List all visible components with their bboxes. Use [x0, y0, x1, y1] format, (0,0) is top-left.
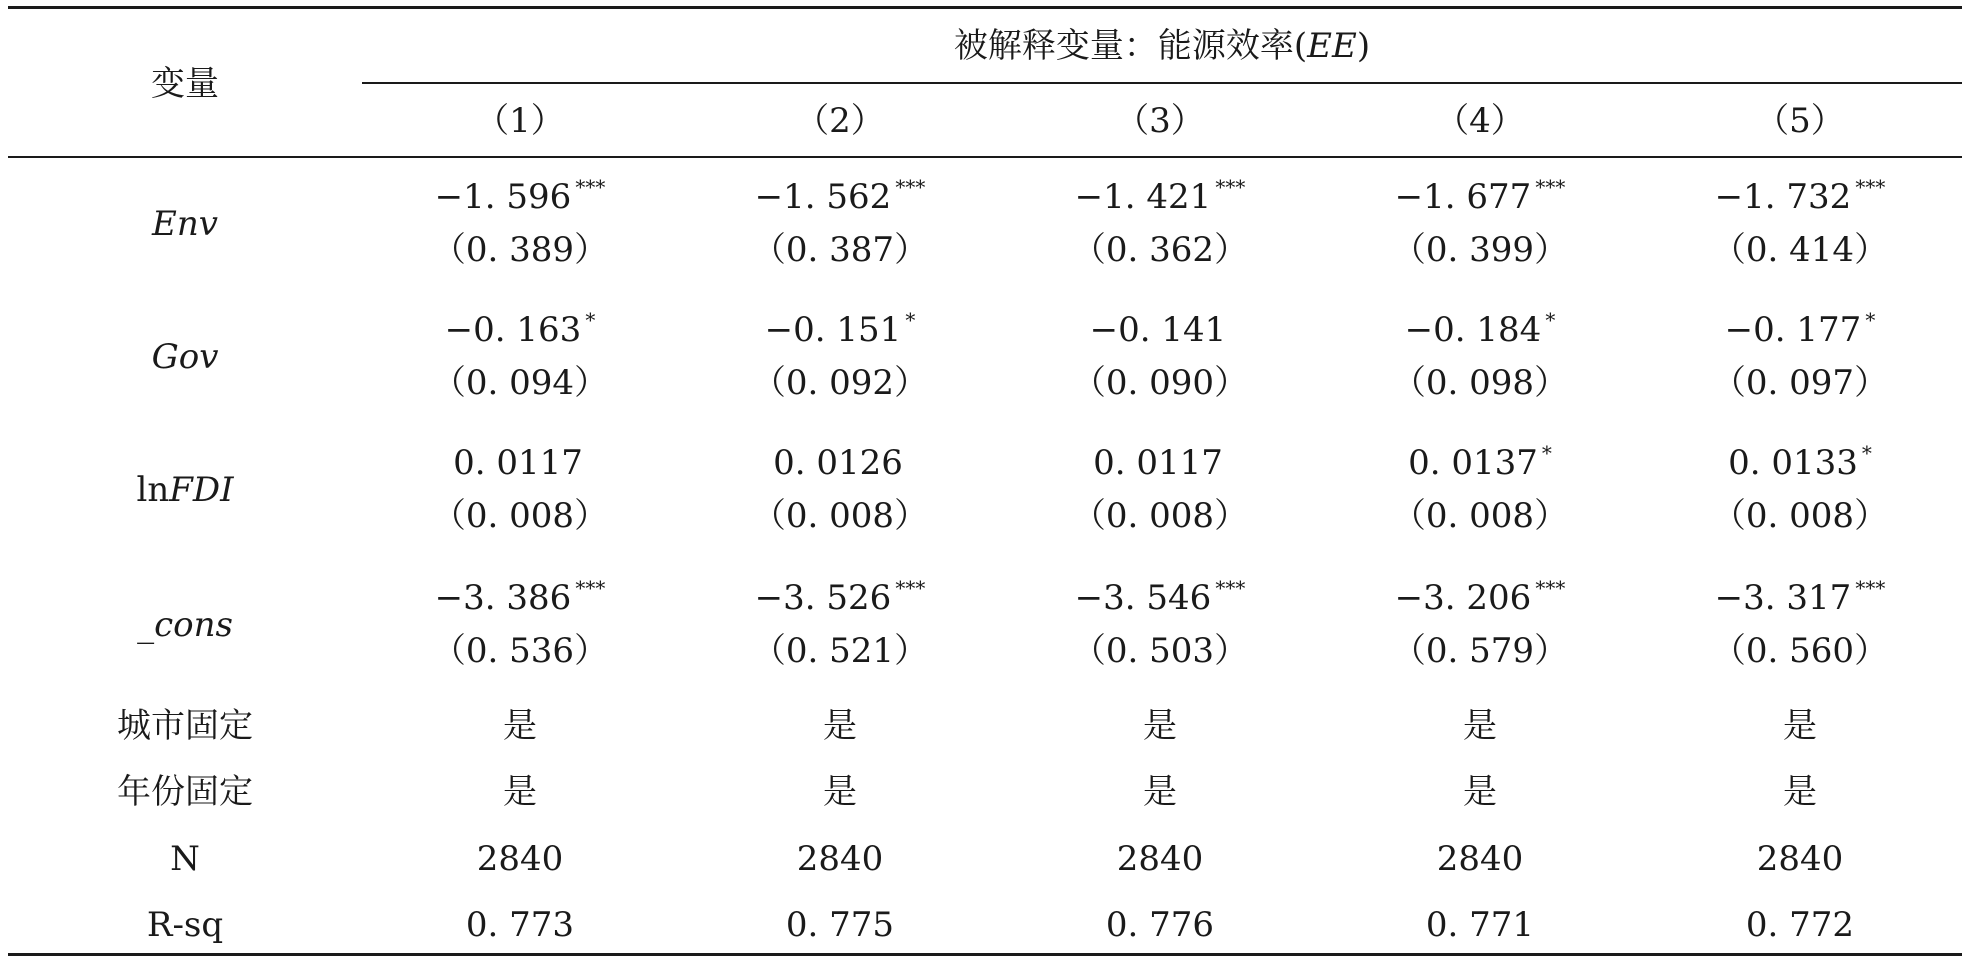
significance-stars: *: [1865, 308, 1876, 332]
row-label: 年份固定: [117, 772, 253, 812]
std-error-cell: （0. 503）: [1071, 631, 1249, 671]
table-cell: 是: [823, 772, 857, 812]
std-error-cell: （0. 008）: [751, 496, 929, 536]
coef-value: 0. 0137: [1408, 443, 1538, 483]
row-label-prefix: ln: [136, 470, 170, 510]
group-header: [362, 26, 1962, 66]
stub-header: 变量: [151, 64, 219, 104]
coef-cell: [1640, 443, 1960, 483]
std-error-cell: （0. 008）: [1071, 496, 1249, 536]
table-cell: 0. 772: [1745, 905, 1855, 945]
coef-value: −3. 386: [434, 578, 572, 618]
std-error-cell: （0. 008）: [431, 496, 609, 536]
coef-value: −1. 732: [1714, 177, 1852, 217]
std-error-cell: （0. 008）: [1711, 496, 1889, 536]
coef-value: −3. 317: [1714, 578, 1852, 618]
row-label: R-sq: [146, 905, 224, 945]
coef-value: −3. 546: [1074, 578, 1212, 618]
column-header-2: （2）: [795, 101, 885, 141]
std-error-cell: （0. 090）: [1071, 363, 1249, 403]
coef-value: 0. 0126: [773, 443, 903, 483]
table-cell: 是: [1783, 772, 1817, 812]
column-header-3: （3）: [1115, 101, 1205, 141]
row-label: 城市固定: [117, 706, 253, 746]
row-label-var: _cons: [137, 605, 233, 645]
coef-value: 0. 0117: [1093, 443, 1223, 483]
coef-cell: [1320, 443, 1640, 483]
std-error-cell: （0. 362）: [1071, 230, 1249, 270]
row-label-var: Env: [152, 204, 218, 244]
coef-cell: [1000, 578, 1320, 618]
significance-stars: *: [1541, 441, 1552, 465]
row-label: [20, 204, 350, 244]
group-header-suffix: ): [1356, 26, 1371, 66]
coef-value: −1. 596: [434, 177, 572, 217]
coef-value: 0. 0117: [453, 443, 583, 483]
std-error-cell: （0. 008）: [1391, 496, 1569, 536]
coef-value: −0. 184: [1404, 310, 1542, 350]
coef-cell: [1640, 310, 1960, 350]
coef-value: −1. 421: [1074, 177, 1212, 217]
coef-value: −1. 562: [754, 177, 892, 217]
std-error-cell: （0. 579）: [1391, 631, 1569, 671]
coef-value: −0. 163: [444, 310, 582, 350]
coef-value: −3. 526: [754, 578, 892, 618]
std-error-cell: （0. 094）: [431, 363, 609, 403]
group-header-prefix: 被解释变量：能源效率(: [953, 26, 1308, 66]
significance-stars: ***: [895, 576, 926, 600]
significance-stars: ***: [895, 175, 926, 199]
table-cell: 是: [823, 706, 857, 746]
significance-stars: *: [585, 308, 596, 332]
row-label: [20, 605, 350, 645]
coef-cell: [680, 443, 1000, 483]
table-cell: 0. 771: [1425, 905, 1535, 945]
row-label-var: Gov: [151, 337, 219, 377]
row-label: N: [170, 839, 200, 879]
std-error-cell: （0. 521）: [751, 631, 929, 671]
coef-cell: [360, 177, 680, 217]
significance-stars: ***: [575, 175, 606, 199]
std-error-cell: （0. 098）: [1391, 363, 1569, 403]
group-header-rule: [362, 82, 1962, 84]
coef-cell: [1320, 578, 1640, 618]
coef-cell: [1640, 177, 1960, 217]
column-header-5: （5）: [1755, 101, 1845, 141]
std-error-cell: （0. 560）: [1711, 631, 1889, 671]
coef-cell: [1320, 310, 1640, 350]
table-cell: 2840: [1116, 839, 1204, 879]
table-cell: 2840: [1756, 839, 1844, 879]
header-rule: [8, 156, 1962, 158]
coef-cell: [360, 310, 680, 350]
row-label: [20, 337, 350, 377]
std-error-cell: （0. 536）: [431, 631, 609, 671]
significance-stars: ***: [1855, 576, 1886, 600]
significance-stars: ***: [575, 576, 606, 600]
coef-cell: [680, 578, 1000, 618]
coef-cell: [360, 578, 680, 618]
table-cell: 0. 775: [785, 905, 895, 945]
top-rule: [8, 6, 1962, 9]
table-cell: 是: [1463, 772, 1497, 812]
table-cell: 2840: [476, 839, 564, 879]
coef-value: −0. 151: [764, 310, 902, 350]
table-cell: 是: [503, 772, 537, 812]
coef-value: −1. 677: [1394, 177, 1532, 217]
std-error-cell: （0. 414）: [1711, 230, 1889, 270]
coef-value: 0. 0133: [1728, 443, 1858, 483]
std-error-cell: （0. 387）: [751, 230, 929, 270]
std-error-cell: （0. 097）: [1711, 363, 1889, 403]
significance-stars: ***: [1535, 576, 1566, 600]
table-cell: 是: [1143, 772, 1177, 812]
significance-stars: *: [1861, 441, 1872, 465]
significance-stars: ***: [1855, 175, 1886, 199]
coef-cell: [1000, 443, 1320, 483]
coef-value: −0. 141: [1089, 310, 1227, 350]
coef-cell: [1640, 578, 1960, 618]
significance-stars: *: [1545, 308, 1556, 332]
coef-cell: [680, 310, 1000, 350]
table-cell: 0. 776: [1105, 905, 1215, 945]
table-cell: 2840: [796, 839, 884, 879]
coef-cell: [1000, 177, 1320, 217]
significance-stars: ***: [1215, 576, 1246, 600]
table-cell: 是: [1463, 706, 1497, 746]
column-header-1: （1）: [475, 101, 565, 141]
table-cell: 0. 773: [465, 905, 575, 945]
significance-stars: *: [905, 308, 916, 332]
table-cell: 是: [503, 706, 537, 746]
row-label-var: FDI: [169, 470, 234, 510]
table-cell: 2840: [1436, 839, 1524, 879]
significance-stars: ***: [1215, 175, 1246, 199]
row-label: [20, 470, 350, 510]
coef-cell: [1000, 310, 1320, 350]
group-header-var: EE: [1307, 26, 1357, 66]
significance-stars: ***: [1535, 175, 1566, 199]
bottom-rule: [8, 953, 1962, 956]
coef-value: −3. 206: [1394, 578, 1532, 618]
table-cell: 是: [1143, 706, 1177, 746]
std-error-cell: （0. 389）: [431, 230, 609, 270]
column-header-4: （4）: [1435, 101, 1525, 141]
coef-value: −0. 177: [1724, 310, 1862, 350]
coef-cell: [1320, 177, 1640, 217]
table-cell: 是: [1783, 706, 1817, 746]
coef-cell: [680, 177, 1000, 217]
std-error-cell: （0. 092）: [751, 363, 929, 403]
coef-cell: [360, 443, 680, 483]
std-error-cell: （0. 399）: [1391, 230, 1569, 270]
